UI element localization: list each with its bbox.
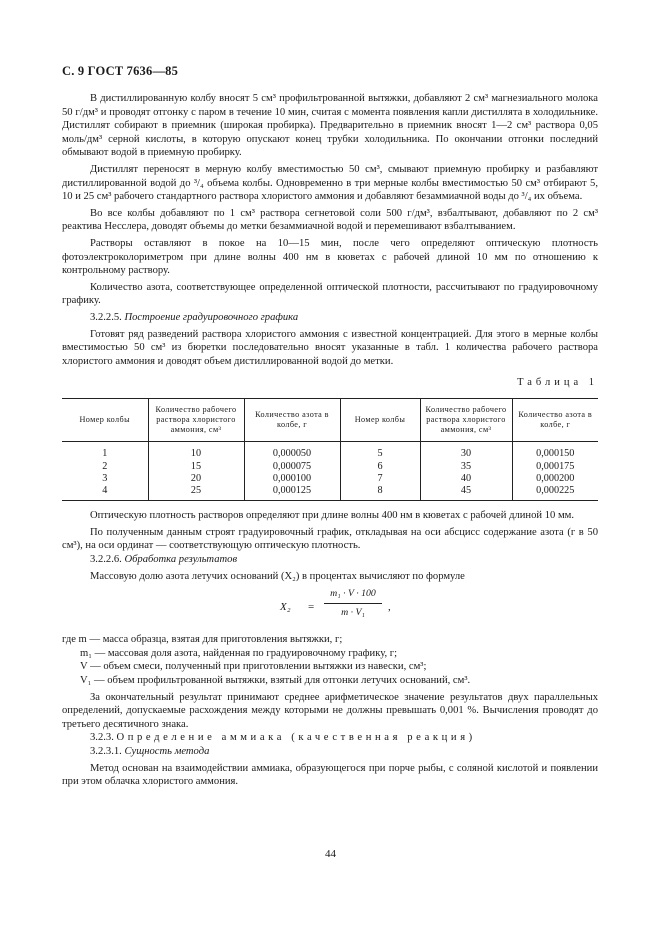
- table-cell: 35: [420, 461, 512, 473]
- table-cell: 3: [102, 472, 108, 484]
- table-cell: 2: [102, 460, 108, 472]
- table-cell: 4: [62, 485, 148, 501]
- table-1: [62, 398, 598, 501]
- table-cell: 25: [148, 485, 244, 501]
- paragraph: Готовят ряд разведений раствора хлористого аммония с известной концентрацией. Для этого в мерные колбы вместимостью 50 см³ из бюретки последовательно вносят указанные в табл. 1 количества рабочего раствора хлористого аммония и доводят объем дистиллированной водой до метки.: [62, 328, 598, 367]
- section-title: Обработка результатов: [124, 554, 238, 566]
- page-number: 44: [325, 848, 336, 860]
- table-cell: 7: [340, 473, 420, 485]
- table-cell: 6: [340, 461, 420, 473]
- table-cell: 20: [148, 473, 244, 485]
- table-cell: 0,000075: [244, 461, 340, 473]
- paragraph: Растворы оставляют в покое на 10—15 мин, после чего определяют оптическую плотность фотоэлектроколориметром при длине волны 400 нм в кюветах с рабочей длиной 10 мм по отношению к контрольному раствору.: [62, 237, 598, 277]
- table-cell: 15: [148, 461, 244, 473]
- section-title: Построение градуировочного графика: [124, 311, 299, 323]
- table-row: [62, 442, 598, 461]
- page-header: С. 9 ГОСТ 7636—85: [62, 64, 179, 78]
- table-cell: 0,000150: [512, 442, 598, 461]
- formula-denominator: m · V₁: [341, 606, 365, 618]
- table-cell: 0,000175: [512, 461, 598, 473]
- table-cell: 5: [340, 442, 420, 461]
- paragraph: Дистиллят переносят в мерную колбу вместимостью 50 см³, смывают приемную пробирку и разбавляют дистиллированной водой до ³/₄ объема колбы. Одновременно в три мерные колбы вместимостью 50 см³ отбирают 5, 10 и 25 см³ рабочего стандартного раствора хлористого аммония и добавляют безаммиачной воды до ³/₄ их объема.: [62, 163, 598, 203]
- paragraph: Метод основан на взаимодействии аммиака, образующегося при порче рыбы, с соляной кислотой и появлении при этом облачка хлористого аммония.: [62, 762, 598, 788]
- section-heading-3-2-3: [62, 731, 598, 745]
- paragraph: Массовую долю азота летучих оснований (X₂) в процентах вычисляют по формуле: [90, 570, 465, 582]
- table-row: [62, 461, 598, 473]
- table-cell: 0,000200: [512, 473, 598, 485]
- table-header-cell: Количество рабочего раствора хлористого аммония, см³: [148, 398, 244, 442]
- table-cell: 45: [420, 485, 512, 501]
- definition-item: V₁ — объем профильтрованной вытяжки, взятый для отгонки летучих оснований, см³.: [80, 675, 471, 687]
- table-row: [62, 485, 598, 501]
- table-cell: 0,000225: [512, 485, 598, 501]
- formula-definitions: [62, 633, 598, 687]
- table-caption: Таблица 1: [517, 377, 598, 389]
- paragraph: Оптическую плотность растворов определяют при длине волны 400 нм в кюветах с рабочей длиной 10 мм.: [90, 510, 575, 522]
- formula-numerator: m₁ · V · 100: [324, 587, 382, 604]
- table-cell: 1: [102, 448, 108, 460]
- section-title: Сущность метода: [124, 746, 210, 758]
- table-cell: 0,000050: [244, 442, 340, 461]
- section-number: 3.2.3.1.: [90, 746, 122, 758]
- section-title: Определение аммиака (качественная реакция): [116, 732, 476, 744]
- definition-item: m₁ — массовая доля азота, найденная по градуировочному графику, г;: [80, 647, 398, 659]
- paragraph: Количество азота, соответствующее определенной оптической плотности, рассчитывают по градуировочному графику.: [62, 281, 598, 307]
- table-header-cell: Количество азота в колбе, г: [512, 398, 598, 442]
- section-heading-3-2-2-6: [62, 553, 598, 567]
- table-cell: 8: [340, 485, 420, 501]
- section-heading-3-2-2-5: [62, 311, 598, 325]
- formula: [62, 587, 598, 633]
- table-cell: 0,000125: [244, 485, 340, 501]
- paragraph: В дистиллированную колбу вносят 5 см³ профильтрованной вытяжки, добавляют 2 см³ магнезиального молока 50 г/дм³ и проводят отгонку с паром в течение 10 мин, считая с момента появления капли дистиллята в холодильнике. Дистиллят собирают в приемник (широкая пробирка). Предварительно в приемник вносят 1—2 см³ раствора 0,05 моль/дм³ серной кислоты, в которую опускают конец трубки холодильника. По окончании отгонки последний обмывают водой в приемную пробирку.: [62, 93, 598, 159]
- table-cell: 30: [420, 442, 512, 461]
- section-number: 3.2.2.6.: [90, 554, 122, 566]
- table-cell: 10: [148, 442, 244, 461]
- document-body: [62, 92, 598, 789]
- formula-equals: =: [308, 601, 315, 614]
- table-header-cell: Количество рабочего раствора хлористого аммония, см³: [420, 398, 512, 442]
- formula-lhs: X₂: [280, 601, 291, 614]
- table-header-cell: Номер колбы: [340, 398, 420, 442]
- section-number: 3.2.3.: [90, 732, 114, 744]
- table-header-cell: Номер колбы: [62, 398, 148, 442]
- definition-item: V — объем смеси, полученный при приготовлении вытяжки из навески, см³;: [80, 661, 427, 673]
- section-number: 3.2.2.5.: [90, 311, 122, 323]
- table-row: [62, 473, 598, 485]
- formula-comma: ,: [388, 601, 391, 614]
- paragraph: По полученным данным строят градуировочный график, откладывая на оси абсцисс содержание азота (г в 50 см³), на оси ординат — соответствующую оптическую плотность.: [62, 526, 598, 552]
- table-cell: 0,000100: [244, 473, 340, 485]
- section-heading-3-2-3-1: [62, 745, 598, 759]
- table-header-cell: Количество азота в колбе, г: [244, 398, 340, 442]
- paragraph: Во все колбы добавляют по 1 см³ раствора сегнетовой соли 500 г/дм³, взбалтывают, добавляют по 2 см³ реактива Несслера, доводят объемы до метки безаммиачной водой и перемешивают взбалтыванием.: [62, 207, 598, 233]
- paragraph: За окончательный результат принимают среднее арифметическое значение результатов двух параллельных определений, допускаемые расхождения между которыми не должны превышать 0,001 %. Вычисления проводят до третьего десятичного знака.: [62, 691, 598, 730]
- table-cell: 40: [420, 473, 512, 485]
- definition-item: где m — масса образца, взятая для приготовления вытяжки, г;: [62, 634, 343, 646]
- formula-fraction: [324, 587, 382, 619]
